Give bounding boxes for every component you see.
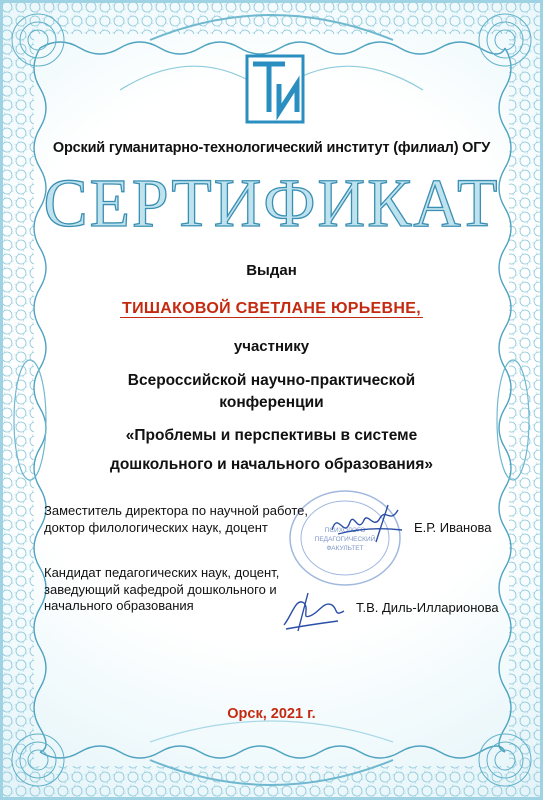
signatory-2-name: Т.В. Диль-Илларионова — [356, 600, 499, 615]
conference-title-line-1: «Проблемы и перспективы в системе — [125, 427, 418, 444]
conference-title-line-2: дошкольного и начального образования» — [110, 456, 433, 473]
conference-title — [0, 421, 543, 479]
signatory-1-line-2: доктор филологических наук, доцент — [44, 519, 268, 535]
signatory-1-name: Е.Р. Иванова — [414, 520, 492, 535]
svg-text:ПСИХОЛОГО: ПСИХОЛОГО — [324, 527, 366, 534]
institute-logo — [245, 54, 305, 124]
recipient-role: участнику — [233, 338, 310, 355]
issued-label: Выдан — [246, 262, 297, 279]
signatory-2-line-1: Кандидат педагогических наук, доцент, — [44, 565, 280, 580]
signature-2 — [278, 585, 353, 635]
svg-text:ПЕДАГОГИЧЕСКИЙ: ПЕДАГОГИЧЕСКИЙ — [314, 536, 376, 543]
recipient-name — [0, 300, 543, 318]
signature-1 — [328, 500, 406, 545]
certificate-title: СЕРТИФИКАТ — [43, 165, 500, 242]
signatory-1-line-1: Заместитель директора по научной работе, — [44, 503, 308, 518]
conference-line-2: конференции — [219, 394, 324, 411]
recipient-name-text: ТИШАКОВОЙ СВЕТЛАНЕ ЮРЬЕВНЕ, — [122, 300, 421, 317]
conference-type — [0, 370, 543, 414]
signatory-2-title — [44, 565, 279, 615]
signatory-2-line-3: начального образования — [44, 598, 194, 613]
signatory-2-line-2: заведующий кафедрой дошкольного и — [44, 581, 277, 597]
signatory-1-title — [44, 503, 308, 536]
conference-line-1: Всероссийской научно-практической — [127, 372, 416, 389]
institute-name: Орский гуманитарно-технологический институт (филиал) ОГУ — [52, 140, 491, 156]
city-year: Орск, 2021 г. — [227, 706, 316, 722]
svg-text:ФАКУЛЬТЕТ: ФАКУЛЬТЕТ — [326, 545, 364, 552]
